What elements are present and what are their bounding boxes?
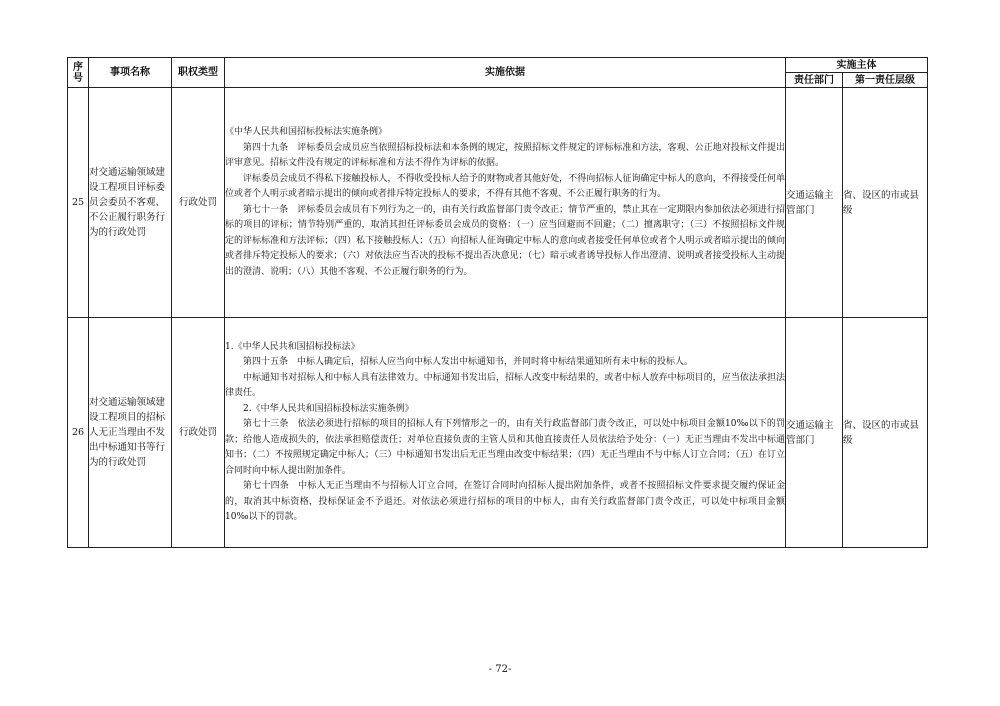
header-level: 第一责任层级 xyxy=(843,73,928,88)
basis-paragraph: 第四十九条 评标委员会成员应当依照招标投标法和本条例的规定，按照招标文件规定的评标标准和方法，客观、公正地对投标文件提出评审意见。招标文件没有规定的评标标准和方法不得作为评标的依据。 xyxy=(225,142,785,168)
basis-paragraph: 中标通知书对招标人和中标人具有法律效力。中标通知书发出后，招标人改变中标结果的，或者中标人放弃中标项目的，应当依法承担法律责任。 xyxy=(225,372,785,398)
row-seq: 25 xyxy=(68,88,89,318)
page-number: - 72- xyxy=(488,664,512,675)
basis-paragraph: 评标委员会成员不得私下接触投标人，不得收受投标人给予的财物或者其他好处，不得向招标人征询确定中标人的意向，不得接受任何单位或者个人明示或者暗示提出的倾向或者排斥特定投标人的要求，不得有其他不客观、不公正履行职务的行为。 xyxy=(225,173,785,199)
row-basis xyxy=(225,318,786,548)
row-item-name: 对交通运输领域建设工程项目评标委员会委员不客观、不公正履行职务行为的行政处罚 xyxy=(89,88,172,318)
row-dept: 交通运输主管部门 xyxy=(786,318,843,548)
header-subject: 实施主体 xyxy=(786,58,928,73)
header-seq: 序号 xyxy=(68,58,89,88)
header-dept: 责任部门 xyxy=(786,73,843,88)
row-item-name: 对交通运输领域建设工程项目的招标人无正当理由不发出中标通知书等行为的行政处罚 xyxy=(89,318,172,548)
row-dept: 交通运输主管部门 xyxy=(786,88,843,318)
basis-paragraph: 第四十五条 中标人确定后，招标人应当向中标人发出中标通知书，并同时将中标结果通知所有未中标的投标人。 xyxy=(243,357,694,367)
header-power-type: 职权类型 xyxy=(172,58,225,88)
basis-paragraph: 第七十三条 依法必须进行招标的项目的招标人有下列情形之一的，由有关行政监督部门责令改正，可以处中标项目金额10‰以下的罚款；给他人造成损失的，依法承担赔偿责任；对单位直接负责的主管人员和其他直接责任人员依法给予处分：（一）无正当理由不发出中标通知书；（二）不按照规定确定中标人；（三）中标通知书发出后无正当理由改变中标结果；（四）无正当理由不与中标人订立合同；（五）在订立合同时向中标人提出附加条件。 xyxy=(225,419,785,476)
row-level: 省、设区的市或县级 xyxy=(843,88,928,318)
row-power-type: 行政处罚 xyxy=(172,318,225,548)
row-level: 省、设区的市或县级 xyxy=(843,318,928,548)
basis-paragraph: 2.《中华人民共和国招标投标法实施条例》 xyxy=(243,403,414,414)
row-seq: 26 xyxy=(68,318,89,548)
row-power-type: 行政处罚 xyxy=(172,88,225,318)
table-row xyxy=(68,88,928,318)
basis-paragraph: 第七十一条 评标委员会成员有下列行为之一的，由有关行政监督部门责令改正；情节严重的，禁止其在一定期限内参加依法必须进行招标的项目的评标；情节特别严重的，取消其担任评标委员会成员的资格：（一）应当回避而不回避；（二）擅离职守；（三）不按照招标文件规定的评标标准和方法评标；（四）私下接触投标人；（五）向招标人征询确定中标人的意向或者接受任何单位或者个人明示或者暗示提出的倾向或者排斥特定投标人的要求；（六）对依法应当否决的投标不提出否决意见；（七）暗示或者诱导投标人作出澄清、说明或者接受投标人主动提出的澄清、说明；（八）其他不客观、不公正履行职务的行为。 xyxy=(225,204,785,277)
basis-title: 《中华人民共和国招标投标法实施条例》 xyxy=(225,127,388,137)
row-basis xyxy=(225,88,786,318)
table-row xyxy=(68,318,928,548)
basis-paragraph: 第七十四条 中标人无正当理由不与招标人订立合同，在签订合同时向招标人提出附加条件，或者不按照招标文件要求提交履约保证金的，取消其中标资格，投标保证金不予退还。对依法必须进行招标的项目的中标人，由有关行政监督部门责令改正，可以处中标项目金额10‰以下的罚款。 xyxy=(225,481,785,522)
header-item-name: 事项名称 xyxy=(89,58,172,88)
basis-title: 1.《中华人民共和国招标投标法》 xyxy=(225,341,360,352)
header-basis: 实施依据 xyxy=(225,58,786,88)
power-list-table xyxy=(67,57,928,548)
